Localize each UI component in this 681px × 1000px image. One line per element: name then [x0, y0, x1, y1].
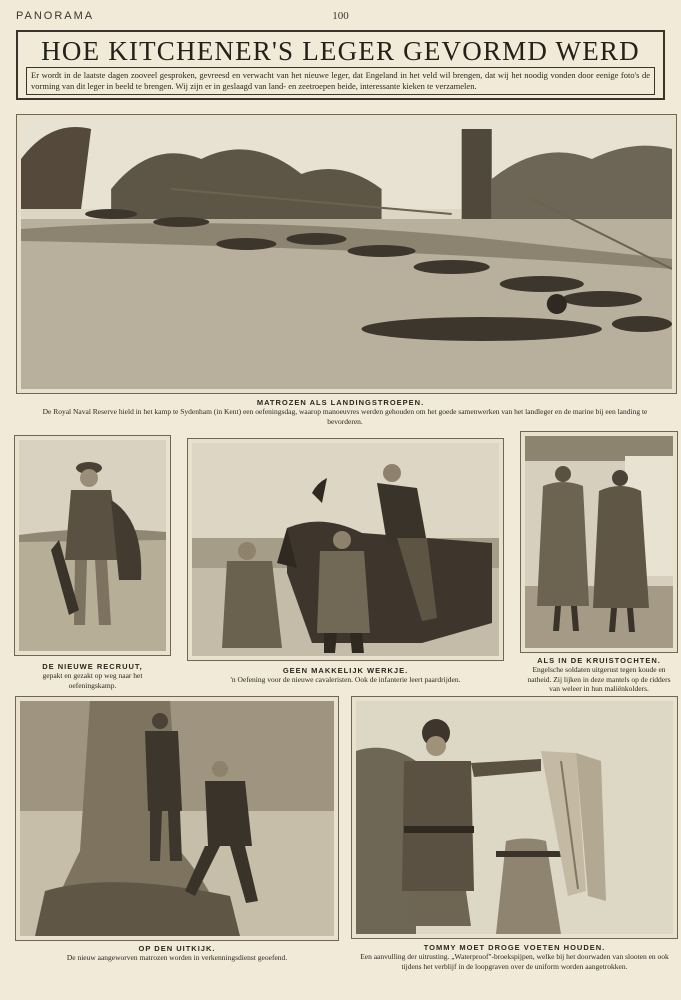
photo-lookout	[15, 696, 339, 941]
photo-cavalry-exercise	[187, 438, 504, 661]
caption-title-cavalry-exercise: GEEN MAKKELIJK WERKJE.	[282, 666, 409, 675]
article-intro: Er wordt in de laatste dagen zooveel gesproken, gevreesd en verwacht van het nieuwe leger, dat Engeland in het veld wil brengen, dat wij het noodig vonden door eenige foto's de vorming van dit leger in beeld te brengen. Wij zijn er in geslaagd van land- en zeetroepen beide, interessante kieken te verzamelen.	[26, 67, 655, 95]
title-box	[16, 30, 665, 100]
landing-troops-image	[21, 119, 672, 389]
cavalry-exercise-image	[192, 443, 499, 656]
page-header	[16, 8, 665, 28]
caption-text-lookout: De nieuw aangeworven matrozen worden in verkenningsdienst geoefend.	[66, 953, 288, 962]
page-number: 100	[332, 10, 349, 22]
article-title: HOE KITCHENER'S LEGER GEVORMD WERD	[41, 36, 640, 66]
new-recruit-image	[19, 440, 166, 651]
caption-title-new-recruit: DE NIEUWE RECRUUT,	[42, 662, 143, 671]
caption-text-new-recruit: gepakt en gezakt op weg naar het oefeningskamp.	[42, 671, 143, 690]
caption-text-cavalry-exercise: 'n Oefening voor de nieuwe cavaleristen. Ook de infanterie leert paardrijden.	[230, 675, 461, 684]
caption-title-landing-troops: MATROZEN ALS LANDINGSTROEPEN.	[256, 398, 425, 407]
photo-landing-troops	[16, 114, 677, 394]
photo-new-recruit	[14, 435, 171, 656]
caption-title-waterproof-trousers: TOMMY MOET DROGE VOETEN HOUDEN.	[423, 943, 606, 952]
caption-text-crusader-cloaks: Engelsche soldaten uitgerust tegen koude en natheid. Zij lijken in deze mantels op de ridders van weleer in hun maliënkolders.	[527, 665, 671, 693]
caption-text-waterproof-trousers: Een aanvulling der uitrusting. „Waterproof"-broekspijpen, welke bij het doorwaden van slooten en ook tijdens het verblijf in de loopgraven over de uniform worden aangetrokken.	[360, 952, 669, 971]
caption-title-lookout: OP DEN UITKIJK.	[138, 944, 216, 953]
masthead: PANORAMA	[16, 10, 95, 22]
photo-crusader-cloaks	[520, 431, 678, 653]
lookout-image	[20, 701, 334, 936]
caption-title-crusader-cloaks: ALS IN DE KRUISTOCHTEN.	[537, 656, 661, 665]
waterproof-trousers-image	[356, 701, 673, 934]
caption-text-landing-troops: De Royal Naval Reserve hield in het kamp te Sydenham (in Kent) een oefeningsdag, waarop manoeuvres werden gehouden om het goede samenwerken van het landleger en de marine bij een landing te bevorderen.	[42, 407, 648, 426]
photo-waterproof-trousers	[351, 696, 678, 939]
crusader-cloaks-image	[525, 436, 673, 648]
